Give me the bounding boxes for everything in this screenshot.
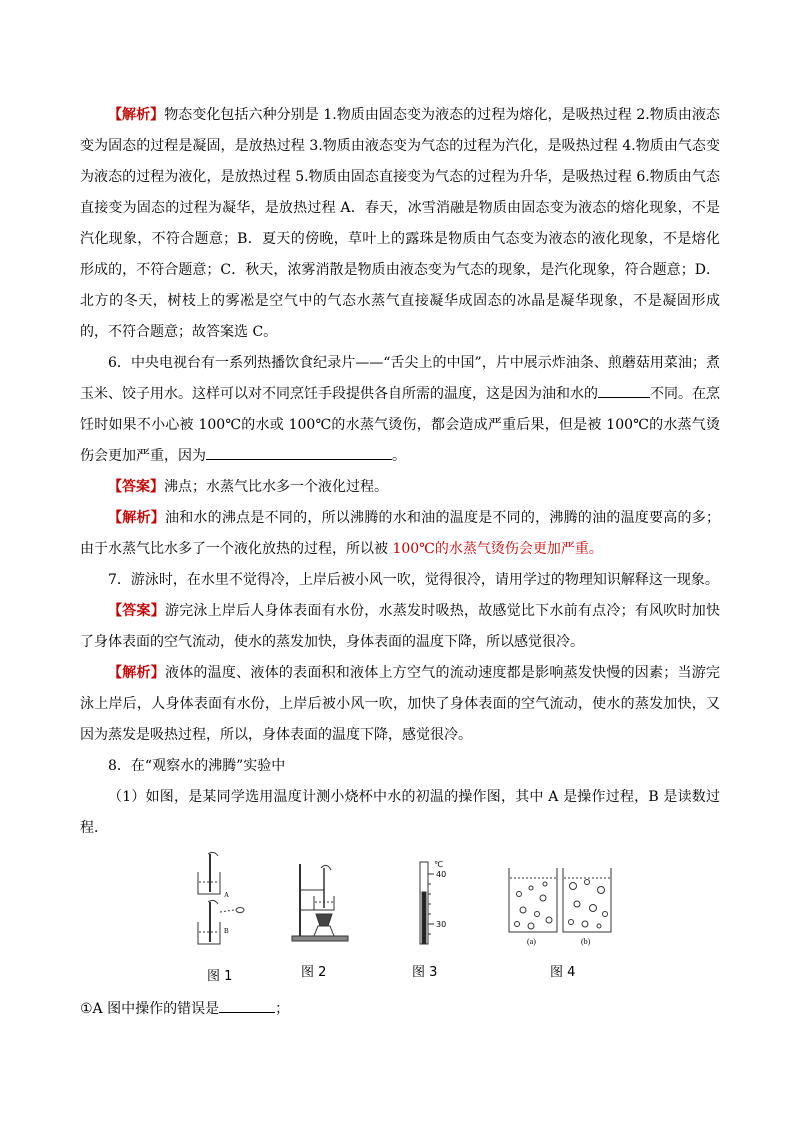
figure-4-label-a: (a) xyxy=(527,937,536,946)
analysis-tag: 【解析】 xyxy=(108,510,165,526)
answer-blank-1[interactable] xyxy=(598,383,650,398)
question-8-q1-text: ①A 图中操作的错误是 xyxy=(80,1001,220,1017)
question-8-q1 xyxy=(80,994,720,1025)
figure-2-caption: 图 2 xyxy=(301,965,327,980)
question-7-text: 7．游泳时，在水里不觉得冷，上岸后被小风一吹，觉得很冷，请用学过的物理知识解释这一现象。 xyxy=(108,572,719,588)
question-6 xyxy=(80,348,720,472)
answer-paragraph-q7 xyxy=(80,596,720,658)
figure-2-apparatus xyxy=(288,860,358,945)
figure-4-bubbles xyxy=(505,864,615,949)
analysis-tag: 【解析】 xyxy=(108,665,165,681)
answer-blank-2[interactable] xyxy=(206,445,392,460)
figure-3-unit: ℃ xyxy=(434,860,443,869)
figure-1-label-b: B xyxy=(224,927,229,935)
analysis-paragraph-q5 xyxy=(80,100,720,348)
question-8-sub1 xyxy=(80,782,720,844)
analysis-tag: 【解析】 xyxy=(108,107,165,123)
question-6-text-2: 不同。在烹饪时如果不小心被 100℃的水或 100℃的水蒸气烫伤，都会造成严重后果，但是被 100℃的水蒸气烫伤会更加严重，因为 xyxy=(80,386,720,464)
figure-1-beakers xyxy=(190,850,260,955)
answer-tag: 【答案】 xyxy=(108,479,164,495)
analysis-highlight: 100℃的水蒸气烫伤会更加严重。 xyxy=(392,541,603,557)
figure-1-label-a: A xyxy=(224,891,230,899)
analysis-text: 液体的温度、液体的表面积和液体上方空气的流动速度都是影响蒸发快慢的因素；当游完泳上岸后，人身体表面有水份，上岸后被小风一吹，加快了身体表面的空气流动，使水的蒸发加快，又因为蒸发是吸热过程，所以，身体表面的温度下降，感觉很冷。 xyxy=(80,665,720,743)
figure-4-label-b: (b) xyxy=(581,937,591,946)
answer-tag: 【答案】 xyxy=(108,603,165,619)
figure-3-thermometer xyxy=(408,860,458,950)
figure-4-caption: 图 4 xyxy=(550,965,576,980)
figure-1-caption: 图 1 xyxy=(207,969,233,984)
answer-text: 沸点；水蒸气比水多一个液化过程。 xyxy=(164,479,388,495)
answer-paragraph-q6 xyxy=(80,472,720,503)
analysis-paragraph-q6 xyxy=(80,503,720,565)
answer-blank-3[interactable] xyxy=(219,998,275,1013)
figure-3-tick-30: 30 xyxy=(436,920,447,929)
question-8-text: 8．在“观察水的沸腾”实验中 xyxy=(108,758,286,774)
analysis-paragraph-q7 xyxy=(80,658,720,751)
question-8-title xyxy=(80,751,720,782)
figure-3-caption: 图 3 xyxy=(412,965,438,980)
analysis-text: 物态变化包括六种分别是 1.物质由固态变为液态的过程为熔化，是吸热过程 2.物质由液态变为固态的过程是凝固，是放热过程 3.物质由液态变为气态的过程为汽化，是吸热过程 4.物质由气态变为液态的过程为液化，是放热过程 5.物质由固态直接变为气态的过程为升华，是吸热过程 6.物质由气态直接变为固态的过程为凝华，是放热过程 A．春天，冰雪消融是物质由固态变为液态的熔化现象，不是汽化现象，不符合题意；B．夏天的傍晚，草叶上的露珠是物质由气态变为液态的液化现象，不是熔化形成的，不符合题意；C．秋天，浓雾消散是物质由液态变为气态的现象，是汽化现象，符合题意；D．北方的冬天，树枝上的雾凇是空气中的气态水蒸气直接凝华成固态的冰晶是凝华现象，不是凝固形成的，不符合题意；故答案选 C。 xyxy=(80,107,720,340)
question-8-q1-end: ； xyxy=(275,1001,290,1017)
question-7 xyxy=(80,565,720,596)
question-6-text-3: 。 xyxy=(392,448,406,464)
question-6-text-1: 6．中央电视台有一系列热播饮食纪录片——“舌尖上的中国”，片中展示炸油条、煎蘑菇用菜油；煮玉米、饺子用水。这样可以对不同烹饪手段提供各自所需的温度，这是因为油和水的 xyxy=(80,355,720,402)
figure-row xyxy=(180,850,620,990)
answer-text: 游完泳上岸后人身体表面有水份，水蒸发时吸热，故感觉比下水前有点冷；有风吹时加快了身体表面的空气流动，使水的蒸发加快，身体表面的温度下降，所以感觉很冷。 xyxy=(80,603,720,650)
analysis-text: 油和水的沸点是不同的，所以沸腾的水和油的温度是不同的，沸腾的油的温度要高的多；由于水蒸气比水多了一个液化放热的过程，所以被 xyxy=(80,510,720,557)
figure-3-tick-40: 40 xyxy=(436,870,447,879)
question-8-sub1-text: （1）如图，是某同学选用温度计测小烧杯中水的初温的操作图，其中 A 是操作过程，B 是读数过程． xyxy=(80,789,720,836)
